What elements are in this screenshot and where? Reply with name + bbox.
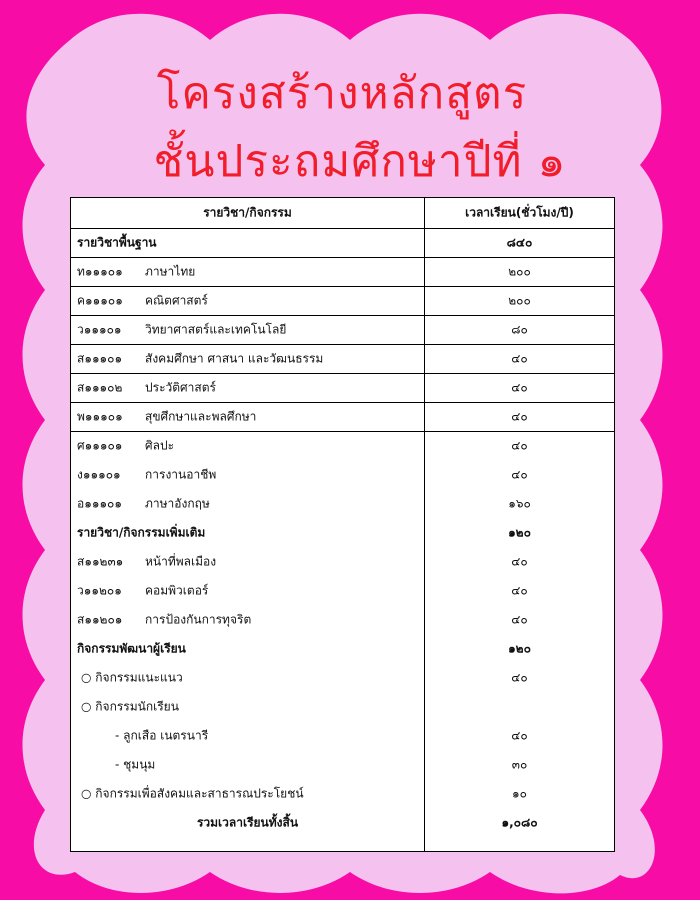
subject-code: อ๑๑๑๐๑	[77, 496, 122, 510]
subject-hours: ๔๐	[511, 554, 528, 568]
subject-name: ศิลปะ	[145, 438, 175, 452]
total-row	[71, 808, 614, 837]
subject-code: ว๑๑๑๐๑	[77, 322, 122, 336]
subject-hours: ๒๐๐	[508, 264, 531, 278]
activity-hours: ๔๐	[511, 728, 528, 742]
activity-row	[71, 663, 614, 692]
subject-name: หน้าที่พลเมือง	[145, 554, 217, 568]
section-label: รายวิชาพื้นฐาน	[77, 235, 157, 249]
header-subject: รายวิชา/กิจกรรม	[203, 205, 292, 220]
total-hours: ๑,๐๘๐	[501, 815, 538, 829]
section-label: กิจกรรมพัฒนาผู้เรียน	[77, 641, 186, 655]
activity-hours: ๓๐	[511, 757, 528, 771]
section-hours: ๘๔๐	[506, 235, 533, 249]
subject-code: ส๑๑๑๐๒	[77, 380, 123, 394]
subject-name: วิทยาศาสตร์และเทคโนโลยี	[145, 322, 287, 336]
subject-code: ท๑๑๑๐๑	[77, 264, 123, 278]
subject-name: สังคมศึกษา ศาสนา และวัฒนธรรม	[145, 351, 324, 365]
section-basic	[71, 228, 614, 258]
table-row	[71, 402, 614, 432]
subject-hours: ๔๐	[511, 438, 528, 452]
subject-code: ส๑๑๒๐๑	[77, 612, 123, 626]
subject-hours: ๔๐	[511, 380, 528, 394]
total-label: รวมเวลาเรียนทั้งสิ้น	[196, 815, 299, 829]
activity-row	[71, 721, 614, 750]
table-row	[71, 315, 614, 345]
table-row	[71, 547, 614, 576]
table-row	[71, 489, 614, 518]
subject-hours: ๔๐	[511, 467, 528, 481]
table-row	[71, 286, 614, 316]
header-hours: เวลาเรียน(ชั่วโมง/ปี)	[465, 205, 574, 220]
title-line-1: โครงสร้างหลักสูตร	[156, 68, 528, 119]
table-row	[71, 460, 614, 489]
subject-hours: ๔๐	[511, 583, 528, 597]
subject-code: ส๑๑๒๓๑	[77, 554, 124, 568]
subject-name: ภาษาอังกฤษ	[145, 496, 210, 510]
activity-row	[71, 692, 614, 721]
subject-hours: ๔๐	[511, 612, 528, 626]
section-label: รายวิชา/กิจกรรมเพิ่มเติม	[77, 525, 206, 539]
subject-hours: ๔๐	[511, 351, 528, 365]
subject-hours: ๘๐	[511, 322, 528, 336]
table-row	[71, 605, 614, 634]
table-row	[71, 576, 614, 605]
activity-label: ○ กิจกรรมเพื่อสังคมและสาธารณประโยชน์	[81, 786, 304, 800]
table-row	[71, 373, 614, 403]
curriculum-table	[70, 197, 615, 852]
subject-hours: ๑๖๐	[508, 496, 531, 510]
section-activities	[71, 634, 614, 663]
subject-name: การป้องกันการทุจริต	[145, 612, 252, 626]
subject-name: สุขศึกษาและพลศึกษา	[145, 409, 257, 423]
subject-name: คณิตศาสตร์	[145, 293, 208, 307]
subject-name: การงานอาชีพ	[145, 467, 217, 481]
activity-row	[71, 779, 614, 808]
subject-code: ค๑๑๑๐๑	[77, 293, 123, 307]
activity-hours: ๔๐	[511, 670, 528, 684]
subject-name: คอมพิวเตอร์	[145, 583, 209, 597]
activity-hours: ๑๐	[512, 786, 527, 800]
table-row	[71, 257, 614, 287]
activity-row	[71, 750, 614, 779]
subject-name: ประวัติศาสตร์	[145, 380, 216, 394]
section-hours: ๑๒๐	[508, 525, 531, 539]
subject-code: ศ๑๑๑๐๑	[77, 438, 123, 452]
subject-code: ส๑๑๑๐๑	[77, 351, 123, 365]
subject-code: ว๑๑๒๐๑	[77, 583, 122, 597]
table-header	[71, 198, 614, 229]
subject-code: พ๑๑๑๐๑	[77, 409, 123, 423]
title-line-2: ชั้นประถมศึกษาปีที่ ๑	[153, 136, 567, 187]
activity-label: ○ กิจกรรมแนะแนว	[81, 670, 183, 684]
activity-label: - ลูกเสือ เนตรนารี	[115, 728, 209, 742]
subject-code: ง๑๑๑๐๑	[77, 467, 121, 481]
section-hours: ๑๒๐	[508, 641, 531, 655]
table-row	[71, 344, 614, 374]
subject-name: ภาษาไทย	[145, 264, 196, 278]
activity-label: - ชุมนุม	[115, 757, 156, 771]
table-row	[71, 431, 614, 460]
subject-hours: ๔๐	[511, 409, 528, 423]
activity-label: ○ กิจกรรมนักเรียน	[81, 699, 179, 713]
section-additional	[71, 518, 614, 547]
subject-hours: ๒๐๐	[508, 293, 531, 307]
